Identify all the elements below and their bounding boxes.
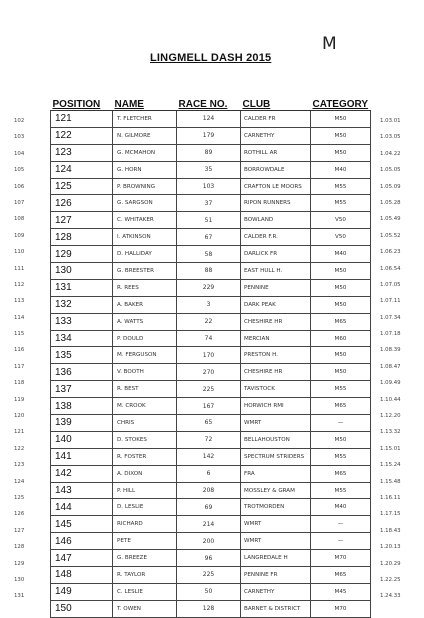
position-cell: 147 xyxy=(51,550,113,567)
club-cell: MOSSLEY & GRAM xyxy=(241,482,311,499)
table-row xyxy=(51,246,371,263)
club-cell: DARLICK FR xyxy=(241,246,311,263)
club-cell: CALDER FR xyxy=(241,111,311,128)
table-row xyxy=(51,600,371,617)
table-row xyxy=(51,415,371,432)
name-cell: P. DOULD xyxy=(113,330,177,347)
club-cell: RIPON RUNNERS xyxy=(241,195,311,212)
race-no-cell: 229 xyxy=(177,279,241,296)
results-table xyxy=(50,98,371,618)
category-cell: M65 xyxy=(311,398,371,415)
category-cell: M65 xyxy=(311,313,371,330)
left-number: 115 xyxy=(14,331,25,338)
position-cell: 143 xyxy=(51,482,113,499)
name-cell: G. HORN xyxy=(113,161,177,178)
club-cell: LANGREDALE H xyxy=(241,550,311,567)
category-cell: M50 xyxy=(311,296,371,313)
category-cell: M55 xyxy=(311,482,371,499)
race-no-cell: 225 xyxy=(177,381,241,398)
left-number: 123 xyxy=(14,462,25,469)
position-cell: 123 xyxy=(51,144,113,161)
name-cell: C. WHITAKER xyxy=(113,212,177,229)
name-cell: G. BREEZE xyxy=(113,550,177,567)
table-row xyxy=(51,482,371,499)
club-cell: BOWLAND xyxy=(241,212,311,229)
club-cell: DARK PEAK xyxy=(241,296,311,313)
name-cell: CHRIS xyxy=(113,415,177,432)
race-no-cell: 72 xyxy=(177,431,241,448)
finish-time: 1.07.34 xyxy=(380,314,401,321)
finish-time: 1.15.01 xyxy=(380,445,401,452)
club-cell: SPECTRUM STRIDERS xyxy=(241,448,311,465)
club-cell: BORROWDALE xyxy=(241,161,311,178)
category-cell: M60 xyxy=(311,330,371,347)
left-number: 102 xyxy=(14,118,25,124)
table-row xyxy=(51,533,371,550)
position-cell: 128 xyxy=(51,229,113,246)
position-cell: 150 xyxy=(51,600,113,617)
table-row xyxy=(51,229,371,246)
name-cell: M. FERGUSON xyxy=(113,347,177,364)
position-cell: 149 xyxy=(51,583,113,600)
race-no-cell: 67 xyxy=(177,229,241,246)
club-cell: MERCIAN xyxy=(241,330,311,347)
race-no-cell: 167 xyxy=(177,398,241,415)
table-row xyxy=(51,448,371,465)
name-cell: R. TAYLOR xyxy=(113,567,177,584)
race-no-cell: 170 xyxy=(177,347,241,364)
club-cell: TAVISTOCK xyxy=(241,381,311,398)
category-cell: M40 xyxy=(311,246,371,263)
left-number: 111 xyxy=(14,265,25,272)
race-no-cell: 200 xyxy=(177,533,241,550)
name-cell: G. BREESTER xyxy=(113,263,177,280)
header-category: CATEGORY xyxy=(311,98,371,111)
name-cell: P. HILL xyxy=(113,482,177,499)
left-number: 125 xyxy=(14,494,25,501)
position-cell: 138 xyxy=(51,398,113,415)
table-row xyxy=(51,279,371,296)
name-cell: A. BAKER xyxy=(113,296,177,313)
position-cell: 125 xyxy=(51,178,113,195)
category-cell: M40 xyxy=(311,499,371,516)
club-cell: HORWICH RMI xyxy=(241,398,311,415)
finish-time: 1.07.05 xyxy=(380,281,401,288)
name-cell: I. ATKINSON xyxy=(113,229,177,246)
left-number: 128 xyxy=(14,544,25,551)
finish-time: 1.15.48 xyxy=(380,478,401,485)
category-cell: — xyxy=(311,516,371,533)
category-cell: M50 xyxy=(311,431,371,448)
race-no-cell: 51 xyxy=(177,212,241,229)
category-cell: M55 xyxy=(311,381,371,398)
race-no-cell: 6 xyxy=(177,465,241,482)
position-cell: 134 xyxy=(51,330,113,347)
position-cell: 139 xyxy=(51,415,113,432)
name-cell: D. HALLIDAY xyxy=(113,246,177,263)
table-row xyxy=(51,583,371,600)
left-number: 130 xyxy=(14,576,25,583)
race-no-cell: 50 xyxy=(177,583,241,600)
name-cell: T. OWEN xyxy=(113,600,177,617)
club-cell: ROTHILL AR xyxy=(241,144,311,161)
table-row xyxy=(51,381,371,398)
club-cell: PENNINE FR xyxy=(241,567,311,584)
finish-time: 1.17.15 xyxy=(380,511,401,518)
name-cell: G. SARGSON xyxy=(113,195,177,212)
position-cell: 127 xyxy=(51,212,113,229)
name-cell: T. FLETCHER xyxy=(113,111,177,128)
corner-initial: M xyxy=(322,34,337,54)
race-no-cell: 35 xyxy=(177,161,241,178)
header-row xyxy=(51,98,371,111)
table-row xyxy=(51,296,371,313)
table-row xyxy=(51,330,371,347)
position-cell: 124 xyxy=(51,161,113,178)
race-no-cell: 37 xyxy=(177,195,241,212)
finish-time: 1.06.23 xyxy=(380,249,401,256)
left-number: 121 xyxy=(14,429,25,436)
finish-time: 1.08.47 xyxy=(380,363,401,370)
header-name: NAME xyxy=(113,98,177,111)
category-cell: — xyxy=(311,533,371,550)
finish-time: 1.24.33 xyxy=(380,593,401,600)
club-cell: CALDER F.R. xyxy=(241,229,311,246)
race-no-cell: 225 xyxy=(177,567,241,584)
category-cell: M50 xyxy=(311,111,371,128)
race-no-cell: 124 xyxy=(177,111,241,128)
name-cell: D. LESLIE xyxy=(113,499,177,516)
left-number: 124 xyxy=(14,478,25,485)
category-cell: M55 xyxy=(311,178,371,195)
race-no-cell: 69 xyxy=(177,499,241,516)
table-row xyxy=(51,398,371,415)
race-no-cell: 74 xyxy=(177,330,241,347)
race-no-cell: 22 xyxy=(177,313,241,330)
category-cell: M45 xyxy=(311,583,371,600)
finish-time: 1.03.05 xyxy=(380,134,401,141)
left-number: 127 xyxy=(14,527,25,534)
position-cell: 133 xyxy=(51,313,113,330)
position-cell: 142 xyxy=(51,465,113,482)
position-cell: 121 xyxy=(51,111,113,128)
category-cell: M50 xyxy=(311,127,371,144)
category-cell: M70 xyxy=(311,550,371,567)
club-cell: PRESTON H. xyxy=(241,347,311,364)
category-cell: M65 xyxy=(311,567,371,584)
category-cell: M50 xyxy=(311,347,371,364)
position-cell: 132 xyxy=(51,296,113,313)
finish-time: 1.06.54 xyxy=(380,265,401,272)
name-cell: D. STOKES xyxy=(113,431,177,448)
club-cell: BELLAHOUSTON xyxy=(241,431,311,448)
finish-time: 1.12.20 xyxy=(380,413,401,420)
club-cell: FRA xyxy=(241,465,311,482)
position-cell: 140 xyxy=(51,431,113,448)
club-cell: TROTMORDEN xyxy=(241,499,311,516)
club-cell: CARNETHY xyxy=(241,127,311,144)
race-no-cell: 88 xyxy=(177,263,241,280)
position-cell: 148 xyxy=(51,567,113,584)
name-cell: G. MCMAHON xyxy=(113,144,177,161)
finish-time: 1.05.09 xyxy=(380,183,401,190)
finish-time: 1.04.22 xyxy=(380,150,401,157)
finish-time: 1.13.32 xyxy=(380,429,401,436)
finish-time: 1.22.25 xyxy=(380,576,401,583)
left-number: 116 xyxy=(14,347,25,354)
left-number: 112 xyxy=(14,281,25,288)
finish-time: 1.08.39 xyxy=(380,347,401,354)
finish-time: 1.16.11 xyxy=(380,494,401,501)
finish-time: 1.05.28 xyxy=(380,199,401,206)
category-cell: M50 xyxy=(311,279,371,296)
race-no-cell: 208 xyxy=(177,482,241,499)
position-cell: 136 xyxy=(51,364,113,381)
position-cell: 129 xyxy=(51,246,113,263)
left-number: 117 xyxy=(14,363,25,370)
table-row xyxy=(51,263,371,280)
race-no-cell: 179 xyxy=(177,127,241,144)
position-cell: 130 xyxy=(51,263,113,280)
name-cell: R. REES xyxy=(113,279,177,296)
left-number: 105 xyxy=(14,167,25,174)
left-number: 107 xyxy=(14,199,25,206)
table-row xyxy=(51,347,371,364)
table-row xyxy=(51,516,371,533)
table-row xyxy=(51,550,371,567)
finish-time: 1.20.29 xyxy=(380,560,401,567)
left-number: 110 xyxy=(14,249,25,256)
position-cell: 146 xyxy=(51,533,113,550)
left-number: 108 xyxy=(14,216,25,223)
header-race-no: RACE NO. xyxy=(177,98,241,111)
category-cell: M55 xyxy=(311,448,371,465)
category-cell: M55 xyxy=(311,195,371,212)
finish-time: 1.18.43 xyxy=(380,527,401,534)
finish-time: 1.05.52 xyxy=(380,232,401,239)
name-cell: PETE xyxy=(113,533,177,550)
left-number: 113 xyxy=(14,298,25,305)
table-row xyxy=(51,499,371,516)
name-cell: M. CROOK xyxy=(113,398,177,415)
club-cell: CARNETHY xyxy=(241,583,311,600)
category-cell: — xyxy=(311,415,371,432)
position-cell: 141 xyxy=(51,448,113,465)
club-cell: PENNINE xyxy=(241,279,311,296)
name-cell: N. GILMORE xyxy=(113,127,177,144)
club-cell: WMRT xyxy=(241,415,311,432)
table-row xyxy=(51,178,371,195)
name-cell: A. DIXON xyxy=(113,465,177,482)
left-number: 109 xyxy=(14,232,25,239)
race-no-cell: 214 xyxy=(177,516,241,533)
category-cell: M65 xyxy=(311,465,371,482)
race-no-cell: 96 xyxy=(177,550,241,567)
finish-time: 1.05.05 xyxy=(380,167,401,174)
position-cell: 144 xyxy=(51,499,113,516)
race-no-cell: 270 xyxy=(177,364,241,381)
left-number: 122 xyxy=(14,445,25,452)
finish-time: 1.10.44 xyxy=(380,396,401,403)
name-cell: R. BEST xyxy=(113,381,177,398)
club-cell: EAST HULL H. xyxy=(241,263,311,280)
name-cell: A. WATTS xyxy=(113,313,177,330)
category-cell: M70 xyxy=(311,600,371,617)
left-number: 129 xyxy=(14,560,25,567)
category-cell: M50 xyxy=(311,364,371,381)
left-number: 119 xyxy=(14,396,25,403)
race-no-cell: 128 xyxy=(177,600,241,617)
left-number: 126 xyxy=(14,511,25,518)
position-cell: 131 xyxy=(51,279,113,296)
position-cell: 137 xyxy=(51,381,113,398)
name-cell: RICHARD xyxy=(113,516,177,533)
table-row xyxy=(51,313,371,330)
finish-time: 1.20.13 xyxy=(380,544,401,551)
position-cell: 126 xyxy=(51,195,113,212)
left-number: 103 xyxy=(14,134,25,141)
table-row xyxy=(51,111,371,128)
left-number: 120 xyxy=(14,413,25,420)
finish-time: 1.07.18 xyxy=(380,331,401,338)
club-cell: CHESHIRE HR xyxy=(241,313,311,330)
table-row xyxy=(51,161,371,178)
finish-time: 1.03.01 xyxy=(380,118,401,124)
left-number: 114 xyxy=(14,314,25,321)
category-cell: V50 xyxy=(311,229,371,246)
finish-times-column xyxy=(380,113,424,605)
finish-time: 1.09.49 xyxy=(380,380,401,387)
race-no-cell: 89 xyxy=(177,144,241,161)
position-cell: 145 xyxy=(51,516,113,533)
left-number: 131 xyxy=(14,593,25,600)
table-row xyxy=(51,144,371,161)
club-cell: CHESHIRE HR xyxy=(241,364,311,381)
left-margin-numbers xyxy=(14,113,48,605)
name-cell: P. BROWNING xyxy=(113,178,177,195)
name-cell: V. BOOTH xyxy=(113,364,177,381)
finish-time: 1.15.24 xyxy=(380,462,401,469)
left-number: 118 xyxy=(14,380,25,387)
category-cell: V50 xyxy=(311,212,371,229)
left-number: 104 xyxy=(14,150,25,157)
club-cell: CRAFTON LE MOORS xyxy=(241,178,311,195)
table-row xyxy=(51,431,371,448)
race-no-cell: 3 xyxy=(177,296,241,313)
category-cell: M50 xyxy=(311,263,371,280)
page-title: LINGMELL DASH 2015 xyxy=(150,52,272,64)
name-cell: R. FOSTER xyxy=(113,448,177,465)
club-cell: WMRT xyxy=(241,533,311,550)
race-no-cell: 103 xyxy=(177,178,241,195)
category-cell: M40 xyxy=(311,161,371,178)
club-cell: WMRT xyxy=(241,516,311,533)
finish-time: 1.05.49 xyxy=(380,216,401,223)
name-cell: C. LESLIE xyxy=(113,583,177,600)
table-row xyxy=(51,567,371,584)
header-club: CLUB xyxy=(241,98,311,111)
table-row xyxy=(51,195,371,212)
table-row xyxy=(51,212,371,229)
club-cell: BARNET & DISTRICT xyxy=(241,600,311,617)
finish-time: 1.07.11 xyxy=(380,298,401,305)
race-no-cell: 142 xyxy=(177,448,241,465)
race-no-cell: 65 xyxy=(177,415,241,432)
category-cell: M50 xyxy=(311,144,371,161)
table-row xyxy=(51,465,371,482)
header-position: POSITION xyxy=(51,98,113,111)
table-row xyxy=(51,364,371,381)
table-row xyxy=(51,127,371,144)
race-no-cell: 58 xyxy=(177,246,241,263)
position-cell: 135 xyxy=(51,347,113,364)
left-number: 106 xyxy=(14,183,25,190)
position-cell: 122 xyxy=(51,127,113,144)
